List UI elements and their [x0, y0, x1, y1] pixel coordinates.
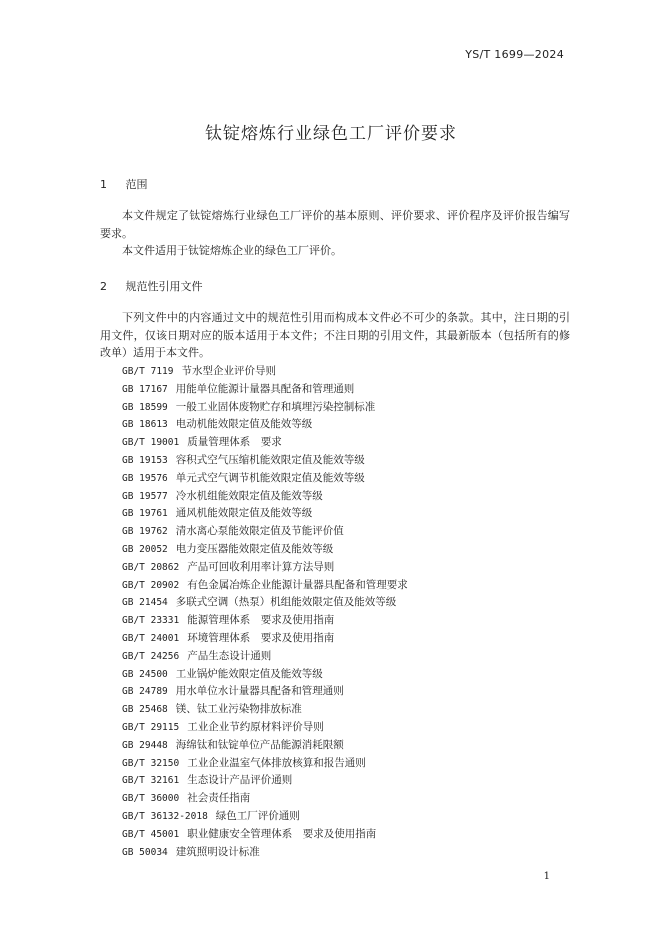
- reference-code: GB/T 36132-2018: [122, 810, 208, 822]
- reference-item: [122, 737, 408, 755]
- reference-item: [122, 648, 408, 666]
- reference-item: [122, 434, 408, 452]
- reference-title: 用水单位水计量器具配备和管理通则: [175, 685, 344, 698]
- section-1-paragraph-2: 本文件适用于钛锭熔炼企业的绿色工厂评价。: [122, 244, 342, 257]
- reference-item: [122, 399, 408, 417]
- reference-title: 生态设计产品评价通则: [187, 774, 293, 787]
- reference-code: GB/T 20902: [122, 579, 180, 591]
- reference-title: 产品可回收利用率计算方法导则: [187, 560, 335, 573]
- reference-title: 一般工业固体废物贮存和填埋污染控制标准: [175, 400, 376, 413]
- reference-code: GB/T 32161: [122, 775, 180, 787]
- reference-title: 能源管理体系 要求及使用指南: [187, 614, 335, 627]
- reference-code: GB 18613: [122, 419, 168, 431]
- reference-title: 工业企业节约原材料评价导则: [187, 720, 324, 733]
- reference-item: [122, 594, 408, 612]
- reference-title: 工业锅炉能效限定值及能效等级: [175, 667, 323, 680]
- reference-title: 清水离心泵能效限定值及节能评价值: [175, 525, 344, 538]
- reference-title: 产品生态设计通则: [187, 649, 272, 662]
- reference-title: 环境管理体系 要求及使用指南: [187, 631, 335, 644]
- reference-title: 镁、钛工业污染物排放标准: [175, 703, 302, 716]
- section-2-number: 2: [100, 280, 107, 293]
- reference-code: GB/T 24001: [122, 632, 180, 644]
- section-1-heading: [100, 176, 148, 192]
- reference-title: 建筑照明设计标准: [175, 845, 260, 858]
- reference-title: 有色金属冶炼企业能源计量器具配备和管理要求: [187, 578, 408, 591]
- reference-code: GB 29448: [122, 739, 168, 751]
- reference-title: 职业健康安全管理体系 要求及使用指南: [187, 827, 377, 840]
- reference-code: GB/T 32150: [122, 757, 180, 769]
- reference-code: GB 18599: [122, 401, 168, 413]
- section-1-number: 1: [100, 178, 107, 191]
- reference-code: GB 24789: [122, 686, 168, 698]
- reference-code: GB/T 20862: [122, 561, 180, 573]
- reference-item: [122, 808, 408, 826]
- reference-item: [122, 826, 408, 844]
- reference-item: [122, 363, 408, 381]
- reference-code: GB/T 29115: [122, 721, 180, 733]
- reference-code: GB 19576: [122, 472, 168, 484]
- reference-code: GB/T 23331: [122, 615, 180, 627]
- reference-title: 绿色工厂评价通则: [215, 809, 300, 822]
- reference-code: GB 20052: [122, 543, 168, 555]
- reference-item: [122, 772, 408, 790]
- reference-code: GB 21454: [122, 597, 168, 609]
- reference-title: 电动机能效限定值及能效等级: [175, 418, 313, 431]
- reference-title: 社会责任指南: [187, 792, 251, 805]
- reference-item: [122, 470, 408, 488]
- reference-item: [122, 755, 408, 773]
- standard-number: YS/T 1699—2024: [465, 48, 564, 61]
- reference-code: GB/T 24256: [122, 650, 180, 662]
- reference-item: [122, 701, 408, 719]
- reference-list: [122, 363, 408, 861]
- reference-item: [122, 505, 408, 523]
- reference-item: [122, 452, 408, 470]
- reference-code: GB/T 7119: [122, 366, 174, 377]
- reference-title: 质量管理体系 要求: [187, 436, 282, 449]
- section-1-title: 范围: [125, 178, 148, 191]
- reference-item: [122, 559, 408, 577]
- reference-item: [122, 381, 408, 399]
- reference-item: [122, 577, 408, 595]
- reference-title: 用能单位能源计量器具配备和管理通则: [175, 382, 355, 395]
- reference-title: 多联式空调（热泵）机组能效限定值及能效等级: [175, 596, 397, 609]
- reference-code: GB 19577: [122, 490, 168, 502]
- reference-code: GB 19153: [122, 454, 168, 466]
- reference-title: 工业企业温室气体排放核算和报告通则: [187, 756, 366, 769]
- page-number: 1: [543, 871, 550, 882]
- reference-item: [122, 612, 408, 630]
- reference-title: 单元式空气调节机能效限定值及能效等级: [175, 471, 365, 484]
- reference-title: 通风机能效限定值及能效等级: [175, 507, 313, 520]
- reference-code: GB 19761: [122, 508, 168, 520]
- reference-item: [122, 523, 408, 541]
- reference-item: [122, 719, 408, 737]
- reference-item: [122, 488, 408, 506]
- reference-title: 冷水机组能效限定值及能效等级: [175, 489, 323, 502]
- reference-code: GB 25468: [122, 704, 168, 716]
- reference-title: 节水型企业评价导则: [181, 365, 276, 377]
- reference-item: [122, 666, 408, 684]
- reference-code: GB 17167: [122, 383, 168, 395]
- section-2-title: 规范性引用文件: [125, 280, 203, 293]
- reference-title: 电力变压器能效限定值及能效等级: [175, 542, 334, 555]
- reference-item: [122, 790, 408, 808]
- reference-code: GB 19762: [122, 526, 168, 538]
- reference-title: 容积式空气压缩机能效限定值及能效等级: [175, 453, 365, 466]
- reference-item: [122, 416, 408, 434]
- reference-code: GB 50034: [122, 846, 168, 858]
- reference-code: GB/T 45001: [122, 828, 180, 840]
- reference-item: [122, 630, 408, 648]
- reference-item: [122, 683, 408, 701]
- reference-item: [122, 844, 408, 862]
- reference-code: GB/T 36000: [122, 793, 180, 805]
- section-2-heading: [100, 278, 203, 294]
- reference-code: GB 24500: [122, 668, 168, 680]
- reference-code: GB/T 19001: [122, 437, 180, 449]
- reference-title: 海绵钛和钛锭单位产品能源消耗限额: [175, 738, 344, 751]
- document-title: 钛锭熔炼行业绿色工厂评价要求: [205, 124, 457, 144]
- reference-item: [122, 541, 408, 559]
- section-1-paragraph-1: 本文件规定了钛锭熔炼行业绿色工厂评价的基本原则、评价要求、评价程序及评价报告编写要求。: [100, 209, 570, 240]
- section-2-intro: 下列文件中的内容通过文中的规范性引用而构成本文件必不可少的条款。其中，注日期的引用文件，仅该日期对应的版本适用于本文件；不注日期的引用文件，其最新版本（包括所有的修改单）适用于本文件。: [100, 311, 570, 359]
